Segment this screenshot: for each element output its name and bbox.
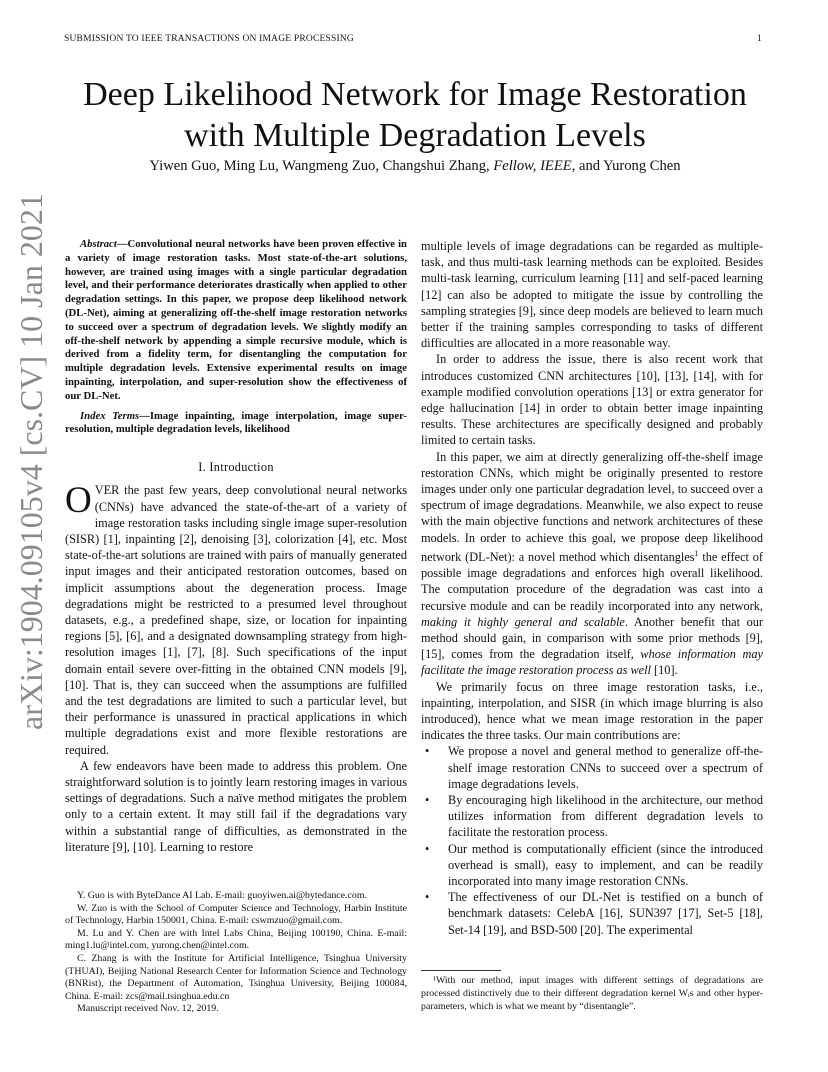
footnote-affiliation: C. Zhang is with the Institute for Artificial Intelligence, Tsinghua University (THUAI), Beijing National Research Center for Information Science and Technology (BNRist), the Department of Automation, Tsinghua University, Beijing 100084, China. E-mail: zcs@mail.tsinghua.edu.cn [65, 952, 407, 1002]
right-column [421, 238, 763, 938]
list-item: • Our method is computationally efficient (since the introduced overhead is small), easy to implement, and can be readily incorporated into many image restoration CNNs. [421, 841, 763, 890]
arxiv-stamp: arXiv:1904.09105v4 [cs.CV] 10 Jan 2021 [13, 193, 49, 730]
footnote-affiliation: W. Zuo is with the School of Computer Science and Technology, Harbin Institute of Technology, Harbin 150001, China. E-mail: cswmzuo@gmail.com. [65, 902, 407, 927]
footnote-marker[interactable]: 1 [694, 548, 699, 558]
footnote-affiliation: M. Lu and Y. Chen are with Intel Labs China, Beijing 100190, China. E-mail: ming1.lu@intel.com, yurong.chen@intel.com. [65, 927, 407, 952]
section-heading: I. Introduction [198, 460, 274, 475]
intro-paragraph-1: OVER the past few years, deep convolutional neural networks (CNNs) have advanced the state-of-the-art of a variety of image restoration tasks including single image super-resolution (SISR) [1], inpainting [2], denoising [3], colorization [4], etc. Most state-of-the-art solutions are trained with pairs of manually generated input images and their anticipated restoration outcomes, based on implicit assumptions about the degeneration process. Image degradations might be restricted to a presumed level throughout datasets, e.g., a predefined shape, size, or location for inpainting regions [5], [6], and a designated downsampling strategy from high-resolution images [1], [7], [8]. Such specifications of the input domain entail severe over-fitting in the obtained CNN models [9], [10]. That is, they can succeed when the assumptions are fulfilled and the test degradations are limited to such a particular level, but their performance is unassured in practical applications in which multiple degradations exist and more flexible restorations are required. [65, 480, 407, 757]
footnote: ¹With our method, input images with different settings of degradations are processed distinctively due to their different degradation kernel Wᵢs and other hyper-parameters, which is what we meant by “disentangle”. [421, 975, 763, 1012]
body-paragraph: In order to address the issue, there is also recent work that introduces customized CNN architectures [10], [13], [14], with for example modified convolution operations [13] or extra generator for edge hallucination [14] in order to obtain better image inpainting results. These architectures are specifically designed and probably limited to certain tasks. [421, 352, 763, 448]
index-terms: Index Terms—Image inpainting, image interpolation, image super-resolution, multiple degradation levels, likelihood [65, 409, 407, 436]
body-paragraph: multiple levels of image degradations can be regarded as multiple-task, and thus multi-task learning methods can be exploited. Besides multi-task learning, curriculum learning [11] and self-paced learning [12] can also be adopted to mitigate the issue by controlling the sampling strategies [9], since deep models are believed to learn much better if the training samples corresponding to tasks of different difficulties are allocated in a more reasonable way. [421, 239, 763, 351]
left-column [65, 238, 407, 855]
abstract-label: Abstract [80, 238, 117, 250]
manuscript-date: Manuscript received Nov. 12, 2019. [77, 1003, 219, 1015]
intro-paragraph-2: A few endeavors have been made to address this problem. One straightforward solution is to jointly learn restoring images in various settings of degradations. Such a naïve method mitigates the problem only to a certain extent. It may still fail if the degradations vary within a substantial range of difficulties, as demonstrated in the literature [9], [10]. Learning to restore [65, 758, 407, 854]
paper-title: Deep Likelihood Network for Image Restoration with Multiple Degradation Levels [83, 76, 747, 154]
affiliation-footnotes [65, 890, 407, 1016]
abstract: Abstract—Convolutional neural networks have been proven effective in a variety of image restoration tasks. Most state-of-the-art solutions, however, are trained using images with a single particular degradation level, and their performance deteriorates drastically when applied to other degradation settings. In this paper, we propose deep likelihood network (DL-Net), aiming at generalizing off-the-shelf image restoration networks to succeed over a spectrum of degradation levels. We slightly modify an off-the-shelf network by appending a simple recursive module, which is derived from a fidelity term, for disentangling the computation for multiple degradation levels. Extensive experimental results on image inpainting, interpolation, and super-resolution show the effectiveness of our DL-Net. [65, 238, 407, 402]
page-number: 1 [757, 34, 762, 44]
index-terms-label: Index Terms [80, 409, 140, 422]
list-item: • The effectiveness of our DL-Net is testified on a bunch of benchmark datasets: CelebA [16], SUN397 [17], Set-5 [18], Set-14 [19], and BSD-500 [20]. The experimental [421, 889, 763, 938]
footnote-affiliation: Y. Guo is with ByteDance AI Lab. E-mail: guoyiwen.ai@bytedance.com. [77, 890, 368, 901]
list-item: • We propose a novel and general method to generalize off-the-shelf image restoration CNNs to succeed over a spectrum of image degradations levels. [421, 743, 763, 792]
body-paragraph: In this paper, we aim at directly generalizing off-the-shelf image restoration CNNs, which might be originally presented to restore images under only one particular degradation level, to succeed over a spectrum of image degradations. Meanwhile, we also expect to reuse with the main objective functions and network architectures of these models. In order to achieve this goal, we propose deep likelihood network (DL-Net): a novel method which disentangles$^1$ the effect of possible image degradations and enforces high overall likelihood. The computation procedure of the degradation was cast into a recursive module and can be readily incorporated into any network, making it highly general and scalable. Another benefit that our method should gain, in comparison with some prior methods [9], [15], comes from the degradation itself, whose information may facilitate the image restoration process as well [10]. [421, 449, 763, 678]
body-paragraph: We primarily focus on three image restoration tasks, i.e., inpainting, interpolation, and SISR (in which image blurring is also introduced), hence what we mean image restoration in the paper indicates the three tasks. Our main contributions are: [421, 679, 763, 743]
running-header: SUBMISSION TO IEEE TRANSACTIONS ON IMAGE PROCESSING [64, 34, 354, 44]
drop-cap: O [65, 480, 92, 522]
footnote-divider [421, 970, 501, 971]
contributions-list [421, 743, 763, 937]
list-item: • By encouraging high likelihood in the architecture, our method utilizes information from different degradation levels to facilitate the restoration process. [421, 792, 763, 841]
author-list: Yiwen Guo, Ming Lu, Wangmeng Zuo, Changshui Zhang, Fellow, IEEE, and Yurong Chen [149, 158, 681, 174]
